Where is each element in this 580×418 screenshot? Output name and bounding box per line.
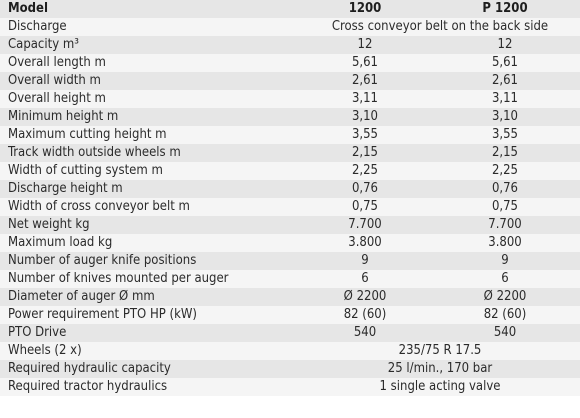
spec-value-1200: 2,25 — [351, 163, 379, 178]
spec-value-p1200: 0,76 — [491, 181, 519, 196]
table-row — [0, 378, 580, 396]
table-row — [0, 198, 580, 216]
table-row — [0, 234, 580, 252]
header-model-p1200: P 1200 — [482, 1, 528, 16]
spec-value-1200: 3,11 — [351, 91, 379, 106]
spec-value-1200: 7.700 — [348, 217, 382, 232]
spec-label: Track width outside wheels m — [8, 145, 181, 160]
spec-label: Overall width m — [8, 73, 101, 88]
spec-value-p1200: 3,11 — [491, 91, 519, 106]
spec-label: Maximum cutting height m — [8, 127, 167, 142]
spec-value-1200: 3,55 — [351, 127, 379, 142]
spec-label: Overall length m — [8, 55, 106, 70]
spec-value-shared: 25 l/min., 170 bar — [387, 361, 493, 376]
table-row — [0, 18, 580, 36]
spec-value-p1200: 3,10 — [491, 109, 519, 124]
header-model-1200: 1200 — [348, 1, 382, 16]
spec-value-p1200: 6 — [501, 271, 509, 286]
table-row — [0, 72, 580, 90]
spec-value-p1200: 3.800 — [488, 235, 522, 250]
spec-value-1200: 5,61 — [351, 55, 379, 70]
spec-value-shared: 1 single acting valve — [379, 379, 501, 394]
spec-label: Overall height m — [8, 91, 106, 106]
table-row — [0, 90, 580, 108]
spec-value-1200: 0,76 — [351, 181, 379, 196]
spec-label: Number of knives mounted per auger — [8, 271, 229, 286]
spec-label: Capacity m³ — [8, 37, 79, 52]
spec-value-1200: 3,10 — [351, 109, 379, 124]
table-row — [0, 342, 580, 360]
spec-value-1200: 0,75 — [351, 199, 379, 214]
spec-value-p1200: 2,15 — [491, 145, 519, 160]
spec-value-1200: 9 — [361, 253, 369, 268]
table-row — [0, 252, 580, 270]
table-row — [0, 108, 580, 126]
table-header-row — [0, 0, 580, 18]
header-model-label: Model — [8, 1, 48, 16]
spec-value-1200: 3.800 — [348, 235, 382, 250]
spec-value-shared: Cross conveyor belt on the back side — [331, 19, 549, 34]
spec-label: Required hydraulic capacity — [8, 361, 171, 376]
table-row — [0, 54, 580, 72]
spec-label: PTO Drive — [8, 325, 67, 340]
spec-label: Net weight kg — [8, 217, 90, 232]
spec-value-1200: 540 — [353, 325, 377, 340]
spec-label: Minimum height m — [8, 109, 119, 124]
spec-label: Width of cutting system m — [8, 163, 163, 178]
spec-label: Discharge — [8, 19, 67, 34]
table-row — [0, 180, 580, 198]
spec-label: Required tractor hydraulics — [8, 379, 168, 394]
spec-value-p1200: 2,61 — [491, 73, 519, 88]
spec-label: Discharge height m — [8, 181, 123, 196]
table-row — [0, 270, 580, 288]
spec-value-p1200: 540 — [493, 325, 517, 340]
specifications-body — [0, 18, 580, 396]
spec-value-1200: 2,61 — [351, 73, 379, 88]
spec-value-p1200: 2,25 — [491, 163, 519, 178]
spec-label: Number of auger knife positions — [8, 253, 197, 268]
spec-value-1200: 2,15 — [351, 145, 379, 160]
table-row — [0, 324, 580, 342]
spec-value-p1200: 3,55 — [491, 127, 519, 142]
table-row — [0, 306, 580, 324]
spec-value-p1200: Ø 2200 — [483, 289, 527, 304]
table-row — [0, 360, 580, 378]
spec-value-1200: 12 — [357, 37, 373, 52]
spec-label: Power requirement PTO HP (kW) — [8, 307, 197, 322]
spec-value-1200: 82 (60) — [343, 307, 387, 322]
spec-label: Wheels (2 x) — [8, 343, 82, 358]
spec-label: Diameter of auger Ø mm — [8, 289, 155, 304]
spec-value-p1200: 82 (60) — [483, 307, 527, 322]
spec-value-p1200: 5,61 — [491, 55, 519, 70]
spec-value-p1200: 12 — [497, 37, 513, 52]
spec-value-1200: 6 — [361, 271, 369, 286]
spec-value-p1200: 9 — [501, 253, 509, 268]
spec-value-1200: Ø 2200 — [343, 289, 387, 304]
table-row — [0, 288, 580, 306]
spec-value-p1200: 7.700 — [488, 217, 522, 232]
spec-label: Maximum load kg — [8, 235, 113, 250]
table-row — [0, 162, 580, 180]
table-row — [0, 126, 580, 144]
table-row — [0, 36, 580, 54]
table-row — [0, 216, 580, 234]
spec-value-p1200: 0,75 — [491, 199, 519, 214]
spec-label: Width of cross conveyor belt m — [8, 199, 190, 214]
spec-value-shared: 235/75 R 17.5 — [398, 343, 482, 358]
table-row — [0, 144, 580, 162]
